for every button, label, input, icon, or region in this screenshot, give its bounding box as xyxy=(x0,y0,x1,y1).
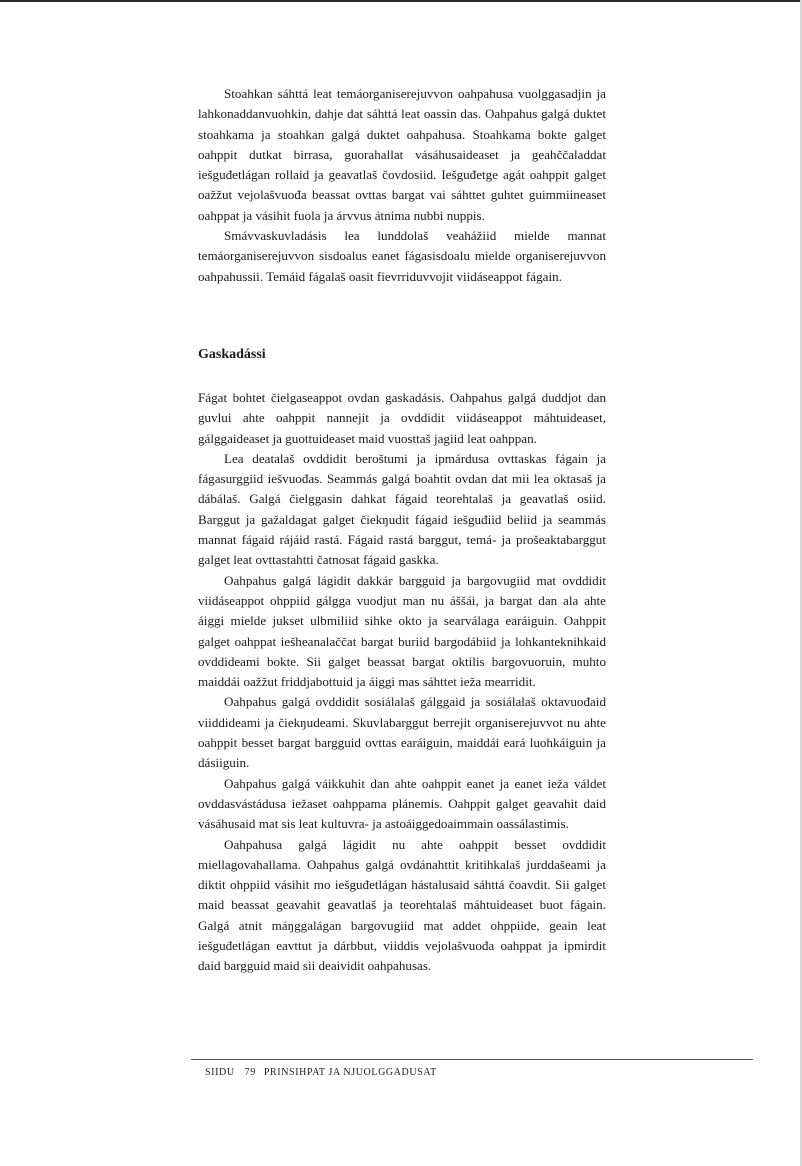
section-paragraph: Oahpahus galgá váikkuhit dan ahte oahppit eanet ja eanet ieža váldet ovddasvástádusa iežaset oahppama plánemis. Oahppit galget geavahit daid vásáhusaid mat sis leat kultuvra- ja astoáiggedoaimmain oassálastimis. xyxy=(198,775,606,832)
section-paragraph: Lea deatalaš ovddidit beroštumi ja ipmárdusa ovttaskas fágain ja fágasurggiid iešvuođas. Seammás galgá boahtit ovdan dat mii lea oktasaš ja dábálaš. Galgá čielggasin dahkat fágaid teorehtalaš ja geavatlaš osiid. Barggut ja gažaldagat galget čiekŋudit fágaid iešguđiid beliid ja seammás mannat fágaid rájáid rastá. Fágaid rastá barggut, temá- ja prošeaktabarggut galget leat ovttastahtti čatnosat fágaid gaskka. xyxy=(198,450,606,568)
section-paragraph: Fágat bohtet čielgaseappot ovdan gaskadásis. Oahpahus galgá duddjot dan guvlui ahte oahppit nannejit ja ovddidit viidáseappot máhtuideaset, gálggaideaset ja guottuideaset maid vuosttaš jagiid leat oahppan. xyxy=(198,390,606,446)
section-body xyxy=(198,388,606,977)
intro-paragraph: Smávvaskuvladásis lea lunddolaš veahážiid mielde mannat temáorganiserejuvvon sisdoalus eanet fágasisdoalu mielde organiserejuvvon oahpahussii. Temáid fágalaš oasit fievrriduvvojit viidáseappot fágain. xyxy=(198,228,606,284)
page-footer xyxy=(205,1066,437,1080)
intro-section xyxy=(198,84,606,287)
section-heading: Gaskadássi xyxy=(198,347,266,362)
section-paragraph: Oahpahus galgá ovddidit sosiálalaš gálggaid ja sosiálalaš oktavuođaid viiddideami ja čiekŋudeami. Skuvlabarggut berrejit organiserejuvvot nu ahte oahppit besset bargat bargguid ovttas earáiguin, maiddái eará luohkáiguin ja dásiiguin. xyxy=(198,694,606,771)
intro-paragraph: Stoahkan sáhttá leat temáorganiserejuvvon oahpahusa vuolggasadjin ja lahkonaddanvuohkin, dahje dat sáhttá leat oassin das. Oahpahus galgá duktet stoahkama ja stoahkan galgá duktet oahpahusa. Stoahkama bokte galget oahppit dutkat birrasa, guorahallat vásáhusaideaset ja geahččaladdat iešguđetlágan rollaid ja geavatlaš čovdosiid. Iešguđetge agát oahppit galget oažžut vejolašvuođa beassat ovttas bargat vai sáhttet guhtet guimmiineaset oahppat ja vásihit fuola ja árvvus átnima nubbi nuppis. xyxy=(198,86,606,223)
section-paragraph: Oahpahus galgá lágidit dakkár bargguid ja bargovugiid mat ovddidit viidáseappot ohppiid gálgga vuodjut man nu áššái, ja bargat dan ala ahte áiggi mielde jukset ulbmiliid sihke okto ja searválaga earáiguin. Oahppit galget oahppat iešheanalaččat bargat buriid bargodábiid ja lohkanteknihkaid ovddideami bokte. Sii galget beassat bargat oktilis bargovuoruin, muhto maiddái oažžut friddjabottuid ja áiggi mas sáhttet ieža mearridit. xyxy=(198,572,606,690)
footer-label-left: SIIDU xyxy=(205,1067,235,1078)
footer-rule xyxy=(191,1059,753,1060)
section-paragraph: Oahpahusa galgá lágidit nu ahte oahppit besset ovddidit miellagovahallama. Oahpahus galgá ovdánahttit kritihkalaš jurddašeami ja diktit ohppiid vásihit mo iešguđetlágan hástalusaid sáhttá čoavdit. Sii galget maid beassat geavahit geavatlaš ja teorehtalaš máhtuideaset buot fágain. Galgá atnit máŋggalágan bargovugiid mat addet ohppiide, geain leat iešguđetlágan eavttut ja dárbbut, viiddis vejolašvuođa oahppat ja ipmirdit daid bargguid maid sii deaividit oahpahusas. xyxy=(198,836,606,974)
scan-edge-top xyxy=(0,0,802,2)
footer-label-right: PRINSIHPAT JA NJUOLGGADUSAT xyxy=(263,1067,437,1078)
page-number: 79 xyxy=(244,1067,256,1078)
